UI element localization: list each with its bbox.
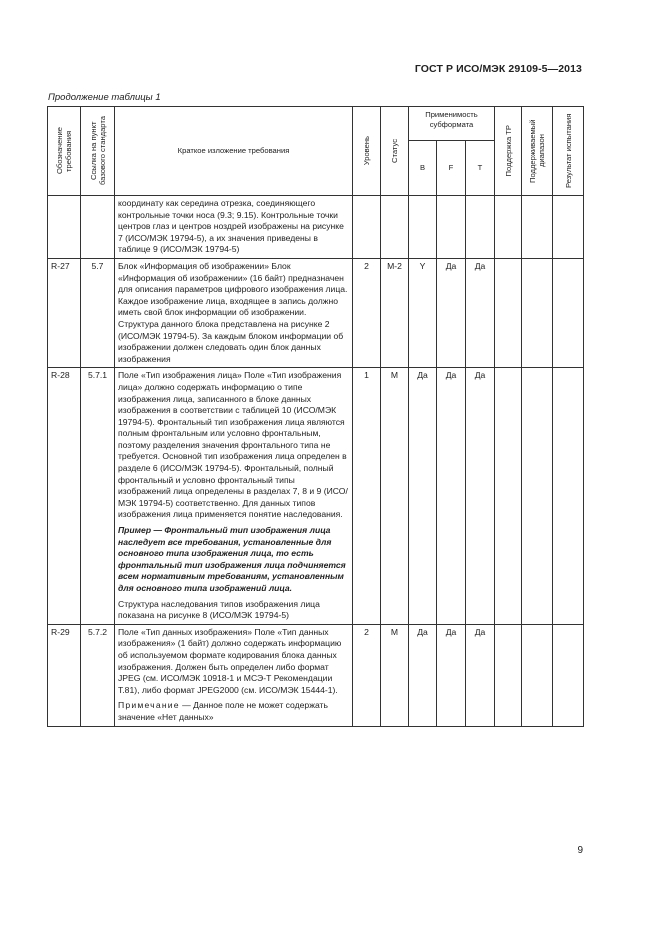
- summary-paragraph: Блок «Информация об изображении» Блок «Информация об изображении» (16 байт) предназначен для описания параметров цифрового изображения лица. Каждое изображение лица, входящее в запись должно иметь свой блок информации об изображении. Структура данного блока представлена на рисунке 2 (ИСО/МЭК 19794-5). За каждым блоком информации об изображении должен следовать один блок данных изображения: [118, 260, 348, 364]
- table-row: [48, 368, 584, 624]
- row-id: R-28: [48, 368, 81, 624]
- summary-paragraph: координату как середина отрезка, соединяющего контрольные точки носа (9.3; 9.15). Контрольные точки центров глаз и центров ноздрей изображены на рисунке 7 (ИСО/МЭК 19794-5), а их значения приведены в таблице 9 (ИСО/МЭК 19794-5): [118, 198, 344, 255]
- row-summary: [115, 258, 353, 367]
- col-designation: Обозначение требования: [48, 107, 81, 196]
- row-sub-b: Да: [409, 368, 437, 624]
- note-label: Примечание: [118, 700, 180, 711]
- table-row: [48, 196, 584, 259]
- row-sub-b: [409, 196, 437, 259]
- row-status: [381, 196, 409, 259]
- row-supported-range: [522, 368, 553, 624]
- summary-paragraph: Структура наследования типов изображения лица показана на рисунке 8 (ИСО/МЭК 19794-5): [118, 598, 320, 621]
- row-tr-support: [495, 196, 522, 259]
- row-summary: [115, 624, 353, 726]
- row-summary: [115, 368, 353, 624]
- row-test-result: [553, 624, 584, 726]
- col-sub-t: T: [466, 141, 495, 196]
- row-ref: [81, 196, 115, 259]
- col-supported-range: Поддерживаемый диапазон: [522, 107, 553, 196]
- row-sub-t: Да: [466, 258, 495, 367]
- col-applicability: Применимость субформата: [409, 107, 495, 141]
- row-tr-support: [495, 368, 522, 624]
- table-row: [48, 624, 584, 726]
- summary-paragraph: Поле «Тип данных изображения» Поле «Тип данных изображения» (1 байт) должно содержать информацию об используемом формате кодирования блока данных изображения. Должен быть определен либо формат JPEG (см. ИСО/МЭК 10918-1 и МСЭ-Т Рекомендации Т.81), либо формат JPEG2000 (см. ИСО/МЭК 15444-1).: [118, 626, 342, 695]
- page-number: 9: [577, 845, 583, 856]
- row-sub-t: [466, 196, 495, 259]
- row-status: М: [381, 368, 409, 624]
- row-sub-f: Да: [437, 368, 466, 624]
- col-tr-support: Поддержка ТР: [495, 107, 522, 196]
- example-paragraph: Пример — Фронтальный тип изображения лица наследует все требования, установленные для основного типа изображения лица, то есть фронтальный тип изображения лица подчиняется всем нормативным требованиям, установленным для основного типа изображений лица.: [118, 525, 346, 593]
- table-continuation-caption: Продолжение таблицы 1: [48, 92, 161, 103]
- col-reference: Ссылка на пункт базового стандарта: [81, 107, 115, 196]
- row-level: 2: [353, 258, 381, 367]
- row-id: [48, 196, 81, 259]
- row-status: М: [381, 624, 409, 726]
- col-level: Уровень: [353, 107, 381, 196]
- col-status: Статус: [381, 107, 409, 196]
- row-id: R-27: [48, 258, 81, 367]
- row-sub-b: Да: [409, 624, 437, 726]
- row-status: М-2: [381, 258, 409, 367]
- row-sub-f: Да: [437, 624, 466, 726]
- col-sub-b: B: [409, 141, 437, 196]
- row-sub-f: Да: [437, 258, 466, 367]
- row-tr-support: [495, 258, 522, 367]
- row-level: 2: [353, 624, 381, 726]
- col-summary: Краткое изложение требования: [115, 107, 353, 196]
- row-sub-t: Да: [466, 368, 495, 624]
- row-sub-b: Y: [409, 258, 437, 367]
- row-id: R-29: [48, 624, 81, 726]
- row-supported-range: [522, 258, 553, 367]
- row-ref: 5.7: [81, 258, 115, 367]
- row-supported-range: [522, 196, 553, 259]
- row-ref: 5.7.1: [81, 368, 115, 624]
- note-paragraph: [118, 700, 349, 723]
- row-level: [353, 196, 381, 259]
- table-row: [48, 258, 584, 367]
- requirements-table: [47, 106, 584, 727]
- col-sub-f: F: [437, 141, 466, 196]
- row-sub-t: Да: [466, 624, 495, 726]
- row-test-result: [553, 368, 584, 624]
- row-summary: [115, 196, 353, 259]
- col-test-result: Результат испытания: [553, 107, 584, 196]
- note-text: — Данное поле не может содержать значение «Нет данных»: [118, 700, 328, 722]
- row-test-result: [553, 258, 584, 367]
- row-test-result: [553, 196, 584, 259]
- document-standard-header: ГОСТ Р ИСО/МЭК 29109-5—2013: [414, 63, 582, 75]
- table-header-row: [48, 107, 584, 141]
- summary-paragraph: Поле «Тип изображения лица» Поле «Тип изображения лица» должно содержать информацию о типе изображения лица, записанного в блоке данных изображения в соответствии с таблицей 10 (ИСО/МЭК 19794-5). Фронтальный тип изображения лица являются полным фронтальным или условно фронтальным, поэтому разделения значения фронтального типа не требуется. Основной тип изображения лица определен в разделе 6 (ИСО/МЭК 19794-5). Фронтальный, полный фронтальный и условно фронтальный типы изображений лица определены в разделах 7, 8 и 9 (ИСО/МЭК 19794-5) соответственно. Для данных типов изображения лица применяется понятие наследования.: [118, 370, 348, 520]
- row-level: 1: [353, 368, 381, 624]
- row-sub-f: [437, 196, 466, 259]
- row-supported-range: [522, 624, 553, 726]
- row-ref: 5.7.2: [81, 624, 115, 726]
- row-tr-support: [495, 624, 522, 726]
